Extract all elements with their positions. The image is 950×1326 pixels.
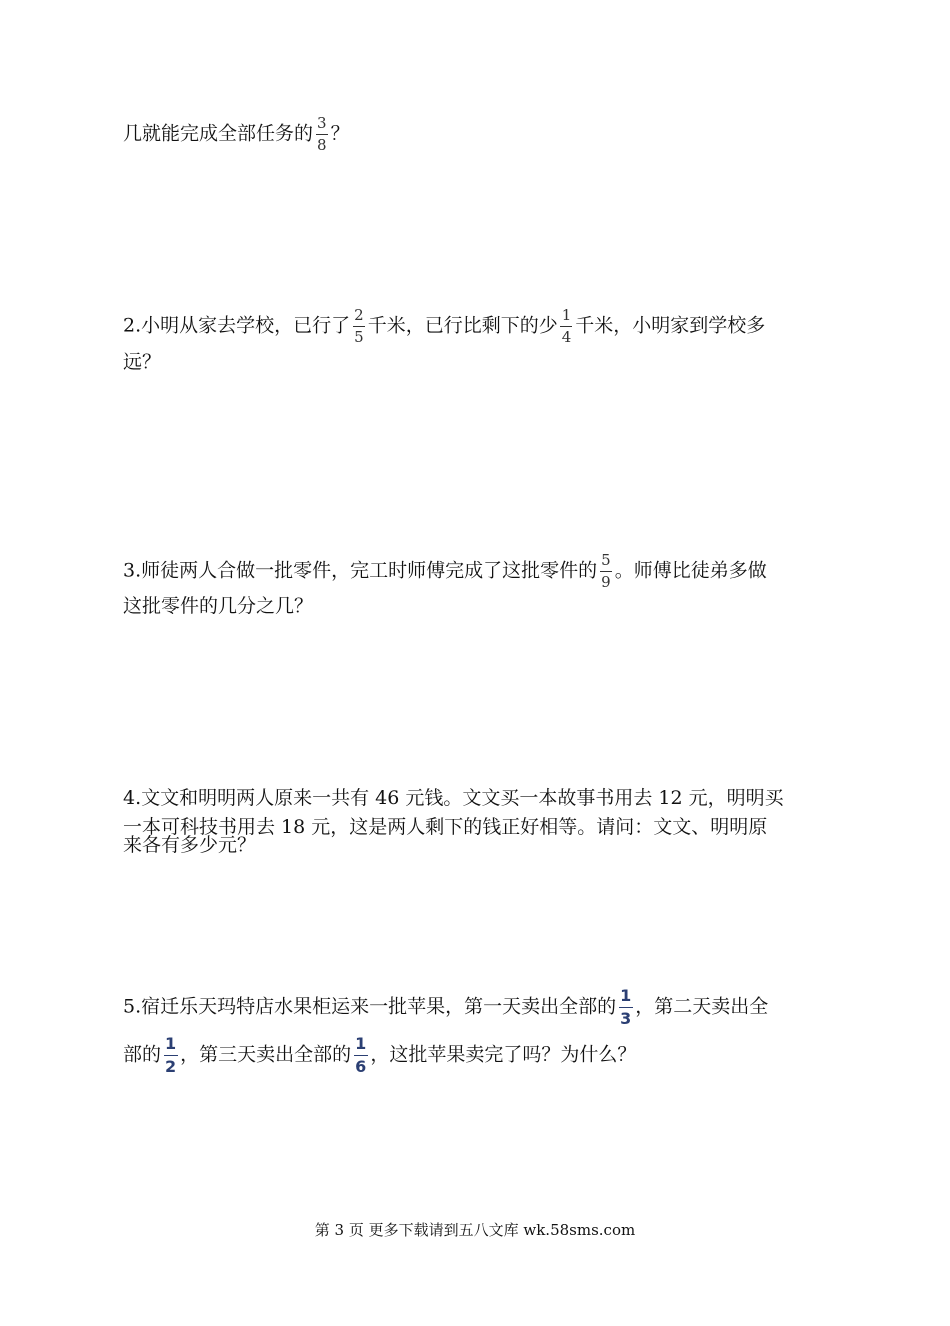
q2-text-a: 2.小明从家去学校，已行了 [123,314,351,337]
fraction-bar [354,1055,368,1056]
q5-line1 [123,988,768,1027]
fraction-numerator: 3 [317,114,327,132]
fraction-denominator: 8 [317,136,327,154]
q5-text-d: ，第三天卖出全部的 [180,1043,352,1066]
fraction-bar [353,326,365,327]
q5-text-a: 5.宿迁乐天玛特店水果柜运来一批苹果，第一天卖出全部的 [123,995,617,1018]
q4-line3: 来各有多少元？ [123,834,257,856]
fraction-bar [600,571,612,572]
q1-fraction [315,116,329,153]
fraction-bar [619,1007,633,1008]
fraction-numerator: 5 [601,551,611,569]
fraction-denominator: 6 [355,1057,367,1076]
q1-text: 几就能完成全部任务的 [123,122,314,145]
q3-fraction [599,553,613,590]
fraction-denominator: 5 [354,328,364,346]
q5-text-b: ，第二天卖出全 [635,995,769,1018]
q2-line2: 远？ [123,351,162,373]
fraction-numerator: 1 [355,1034,367,1053]
fraction-numerator: 1 [165,1034,177,1053]
q3-text-b: 。师傅比徒弟多做 [614,559,767,582]
fraction-denominator: 9 [601,573,611,591]
fraction-bar [164,1055,178,1056]
q5-fraction-1 [618,988,633,1027]
q2-fraction-2 [560,308,574,345]
q5-text-c: 部的 [123,1043,162,1066]
q5-line2 [123,1036,636,1075]
fraction-denominator: 4 [561,328,572,346]
q2-text-b: 千米，已行比剩下的少 [367,314,558,337]
fraction-numerator: 2 [354,306,364,324]
q1-text-end: ？ [330,122,350,145]
fraction-bar [560,326,572,327]
fraction-denominator: 2 [165,1057,177,1076]
fraction-bar [316,134,328,135]
q3-line2: 这批零件的几分之几？ [123,595,314,617]
q5-text-e: ，这批苹果卖完了吗？为什么？ [370,1043,637,1066]
q3-line1 [123,553,767,590]
q4-line2: 一本可科技书用去 18 元，这是两人剩下的钱正好相等。请问：文文、明明原 [123,816,768,838]
q3-text-a: 3.师徒两人合做一批零件，完工时师傅完成了这批零件的 [123,559,598,582]
q5-fraction-2 [163,1036,178,1075]
fraction-numerator: 1 [620,986,632,1005]
q2-text-c: 千米，小明家到学校多 [575,314,766,337]
q2-fraction-1 [352,308,366,345]
q4-line1: 4.文文和明明两人原来一共有 46 元钱。文文买一本故事书用去 12 元，明明买 [123,787,784,809]
fraction-denominator: 3 [620,1009,632,1028]
q1-line1 [123,116,350,153]
page-footer: 第 3 页 更多下载请到五八文库 wk.58sms.com [314,1221,636,1239]
fraction-numerator: 1 [561,306,572,324]
q2-line1 [123,308,765,345]
q5-fraction-3 [353,1036,368,1075]
